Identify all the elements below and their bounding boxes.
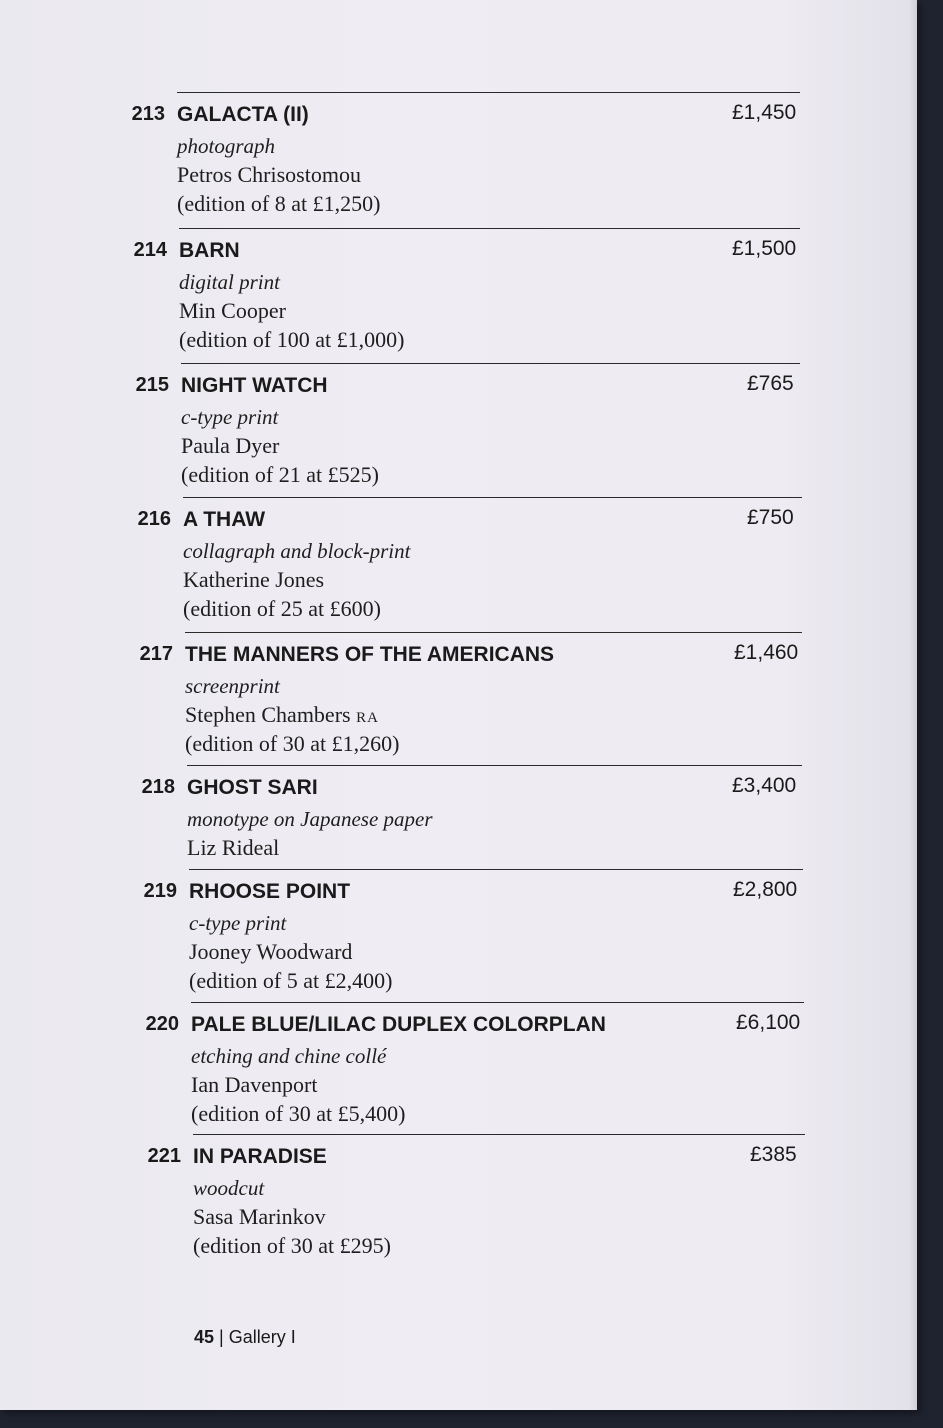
entry-number: 221	[147, 1145, 181, 1167]
entry-price: £750	[747, 506, 794, 529]
page-footer	[194, 1327, 296, 1348]
entry-divider	[183, 497, 802, 498]
entry-divider	[189, 869, 803, 870]
entry-price: £6,100	[736, 1011, 801, 1034]
entry-number: 214	[133, 239, 167, 261]
entry-artist: Liz Rideal	[187, 835, 280, 860]
entry-title: BARN	[179, 239, 240, 262]
entry-edition: (edition of 30 at £295)	[193, 1233, 391, 1258]
entry-divider	[181, 363, 800, 364]
entry-title: GHOST SARI	[187, 776, 318, 799]
entry-title: PALE BLUE/LILAC DUPLEX COLORPLAN	[191, 1013, 606, 1036]
entry-artist: Min Cooper	[179, 298, 286, 323]
entry-artist: Ian Davenport	[191, 1072, 318, 1097]
entry-medium: c-type print	[181, 405, 279, 429]
entry-title: A THAW	[183, 508, 266, 531]
entry-edition: (edition of 5 at £2,400)	[189, 968, 393, 993]
page-number: 45	[194, 1327, 215, 1347]
entry-medium: digital print	[179, 270, 280, 294]
entry-number: 219	[143, 880, 177, 902]
entry-number: 220	[145, 1013, 179, 1035]
entry-divider	[187, 765, 802, 766]
entry-edition: (edition of 30 at £5,400)	[191, 1101, 406, 1126]
entry-title: IN PARADISE	[193, 1145, 327, 1168]
entry-price: £1,450	[732, 101, 797, 124]
entry-number: 217	[139, 643, 173, 665]
page-edge-shadow	[909, 0, 917, 1410]
entry-artist: Katherine Jones	[183, 567, 325, 592]
entry-number: 216	[137, 508, 171, 530]
entry-artist: Stephen Chambers RA	[185, 702, 379, 727]
entry-title: GALACTA (II)	[177, 103, 309, 126]
entry-price: £1,460	[734, 641, 799, 664]
entry-artist: Petros Chrisostomou	[177, 162, 361, 187]
entry-medium: c-type print	[189, 911, 287, 935]
entry-medium: woodcut	[193, 1176, 265, 1200]
entry-divider	[179, 228, 800, 229]
entry-edition: (edition of 8 at £1,250)	[177, 191, 381, 216]
section-name: Gallery I	[228, 1327, 296, 1347]
entry-artist: Sasa Marinkov	[193, 1204, 326, 1229]
entry-medium: photograph	[177, 134, 276, 158]
entry-number: 213	[131, 103, 165, 125]
entry-title: THE MANNERS OF THE AMERICANS	[185, 643, 555, 666]
entry-price: £3,400	[732, 774, 797, 797]
entry-divider	[193, 1134, 805, 1135]
entry-price: £1,500	[732, 237, 797, 260]
entry-medium: etching and chine collé	[191, 1044, 387, 1068]
entry-edition: (edition of 21 at £525)	[181, 462, 379, 487]
entry-edition: (edition of 30 at £1,260)	[185, 731, 400, 756]
entry-price: £2,800	[733, 878, 798, 901]
entry-edition: (edition of 100 at £1,000)	[179, 327, 405, 352]
entry-divider	[177, 92, 800, 93]
entry-edition: (edition of 25 at £600)	[183, 596, 381, 621]
entry-divider	[191, 1002, 804, 1003]
entry-medium: monotype on Japanese paper	[187, 807, 433, 831]
entry-price: £765	[747, 372, 794, 395]
entry-artist: Jooney Woodward	[189, 939, 353, 964]
entry-title: NIGHT WATCH	[181, 374, 328, 397]
entry-divider	[185, 632, 802, 633]
entry-title: RHOOSE POINT	[189, 880, 351, 903]
entry-price: £385	[750, 1143, 797, 1166]
entry-medium: screenprint	[185, 674, 280, 698]
entry-number: 218	[141, 776, 175, 798]
entry-medium: collagraph and block-print	[183, 539, 411, 563]
entry-artist: Paula Dyer	[181, 433, 280, 458]
entry-number: 215	[135, 374, 169, 396]
footer-separator: |	[219, 1327, 224, 1347]
